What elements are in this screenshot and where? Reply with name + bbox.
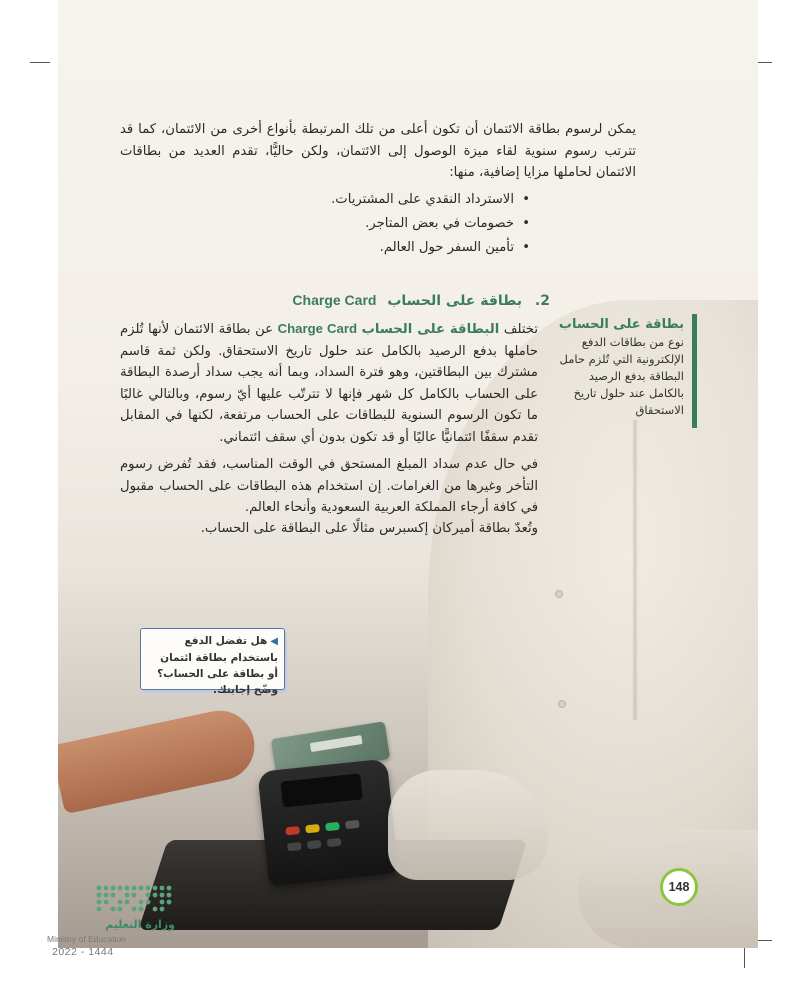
terminal-key: [307, 840, 322, 849]
terminal-key: [305, 824, 320, 833]
shirt-button: [558, 700, 566, 708]
terminal-screen: [280, 773, 362, 807]
section-heading: [292, 292, 550, 309]
card-stripe: [310, 735, 363, 752]
page-number: 148: [660, 868, 698, 906]
terminal-key: [327, 838, 342, 847]
list-item: • خصومات في بعض المتاجر.: [232, 212, 532, 236]
shirt-button: [555, 590, 563, 598]
section-number: 2.: [534, 293, 550, 309]
intro-paragraph: يمكن لرسوم بطاقة الائتمان أن تكون أعلى من تلك المرتبطة بأنواع أخرى من الائتمان، كما قد تترتب رسوم سنوية لقاء ميزة الوصول إلى الائتمان، ولكن حاليًّا، تقدم العديد من بطاقات الائتمان لحاملها مزايا إضافية، منها:: [120, 122, 636, 180]
crop-mark: [30, 62, 50, 63]
discussion-question: هل تفضل الدفع باستخدام بطاقة ائتمان أو بطاقة على الحساب؟ وضّح إجابتك.: [157, 635, 278, 696]
triangle-pointer-icon: ◀: [270, 636, 278, 647]
section-title-en: Charge Card: [292, 292, 377, 308]
list-item: • تأمين السفر حول العالم.: [232, 236, 532, 260]
example-paragraph: وتُعدّ بطاقة أميركان إكسبرس مثالًا على البطاقة على الحساب.: [200, 521, 538, 536]
term-highlight-en: Charge Card: [277, 321, 358, 336]
crop-mark: [744, 948, 745, 968]
section-title-ar: بطاقة على الحساب: [387, 293, 523, 309]
terminal-key: [325, 822, 340, 831]
terminal-key: [287, 842, 302, 851]
edition-year: 2022 - 1444: [52, 946, 114, 958]
charge-card-paragraph: [120, 318, 538, 448]
photo-glove-hand: [388, 770, 548, 880]
ministry-name-ar: وزارة التعليم: [105, 918, 175, 931]
glossary-box: [557, 314, 697, 428]
terminal-key: [345, 820, 360, 829]
list-item: • الاسترداد النقدي على المشتريات.: [232, 188, 532, 212]
discussion-question-box: [140, 628, 285, 696]
benefits-list: [232, 188, 532, 260]
late-payment-paragraph: في حال عدم سداد المبلغ المستحق في الوقت المناسب، فقد تُفرض رسوم التأخر وغيرها من الغرامات. إن استخدام هذه البطاقات على الحساب مقبول في كافة أرجاء المملكة العربية السعودية وأنحاء العالم.: [120, 457, 538, 515]
photo-payment-terminal: [257, 759, 398, 887]
photo-shirt-fold: [632, 420, 638, 720]
glossary-term: بطاقة على الحساب: [558, 317, 684, 332]
paragraph-lead: تختلف: [503, 322, 538, 337]
photo-hand-left: [58, 704, 261, 814]
glossary-definition: نوع من بطاقات الدفع الإلكترونية التي تُلزم حامل البطاقة بدفع الرصيد بالكامل عند حلول تاريخ الاستحقاق: [559, 335, 684, 417]
ministry-logo-icon: [93, 882, 175, 920]
paragraph-body: عن بطاقة الائتمان لأنها تُلزم حاملها بدفع الرصيد بالكامل عند حلول تاريخ الاستحقاق. ولكن ثمة قاسم مشترك بين البطاقتين، وهو فترة السداد، وبما أنه يجب سداد أرصدة البطاقة على الحساب بالكامل كل شهر فإنها لا تترتّب عليها أيّ رسوم، وبالتالي غالبًا ما تكون الرسوم السنوية للبطاقات على الحساب مرتفعة، لكنها في المقابل تقدم سقفًا ائتمانيًّا عاليًا أو قد تكون بدون أي سقف ائتماني.: [120, 322, 538, 445]
ministry-name-en: Ministry of Education: [47, 934, 126, 944]
terminal-key: [285, 826, 300, 835]
term-highlight: البطاقة على الحساب: [361, 322, 500, 337]
